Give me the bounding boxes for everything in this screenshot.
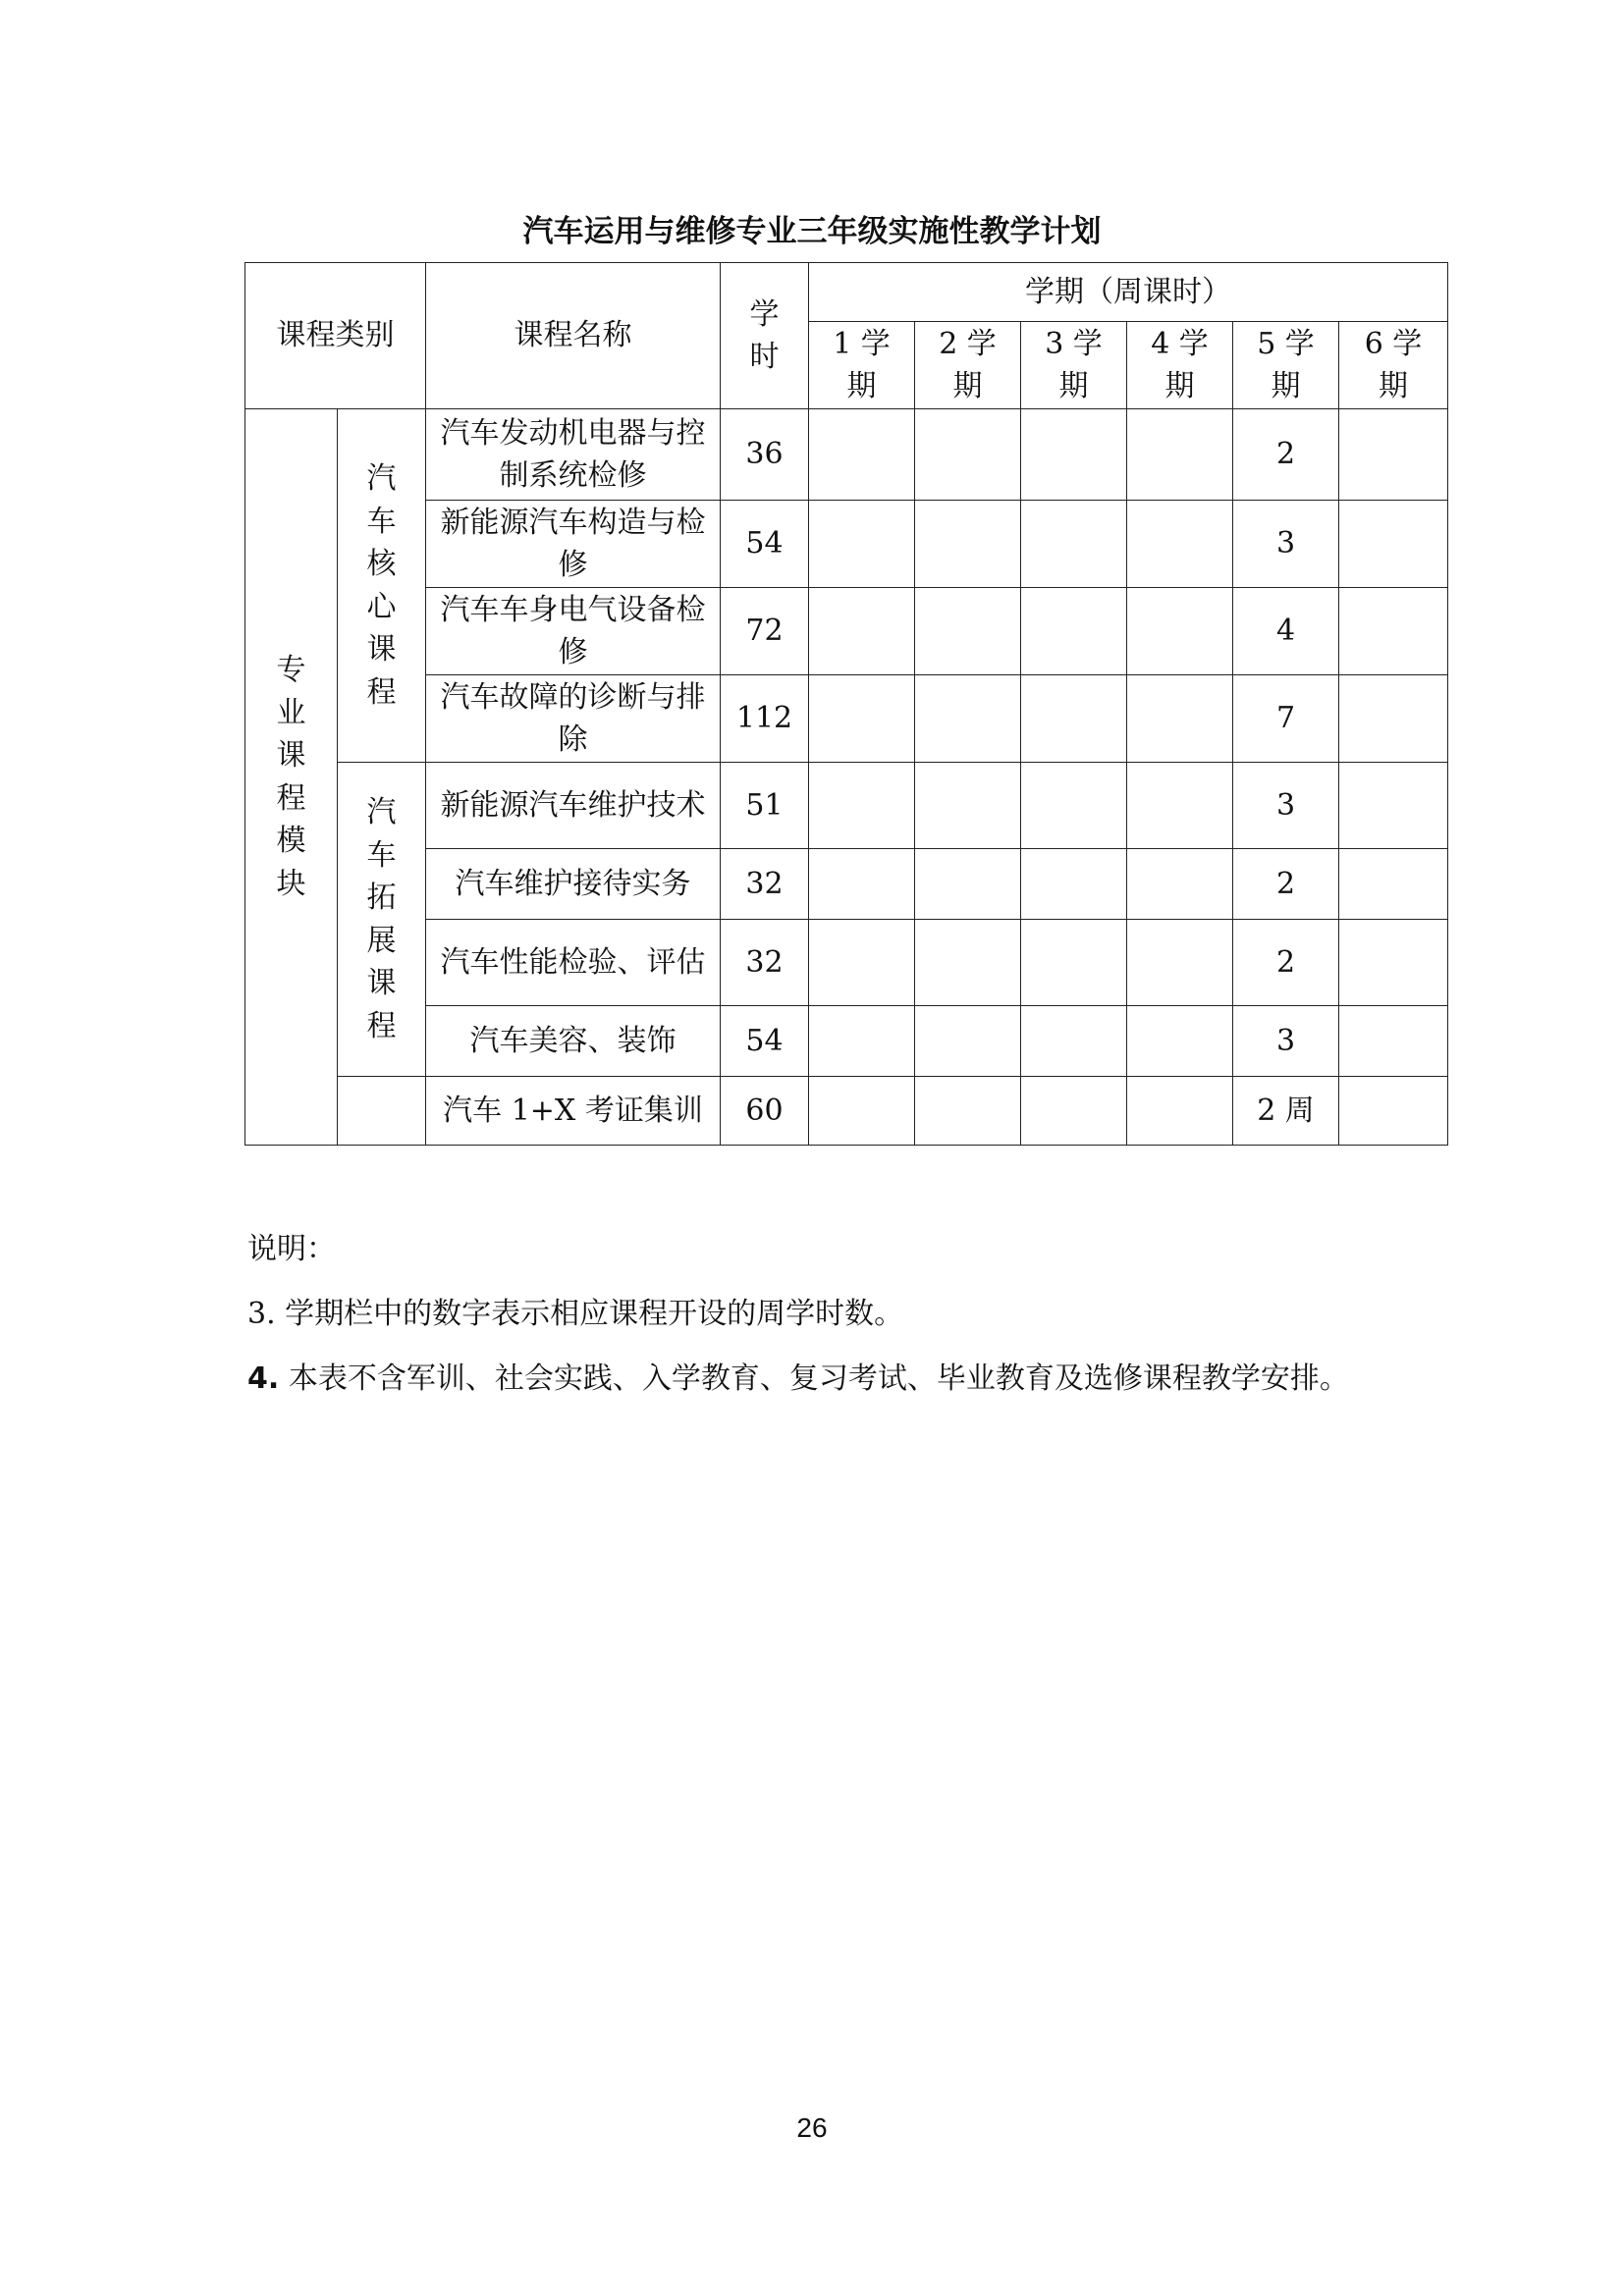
course-hours: 51 [721,763,809,849]
semester-1-value [809,849,915,920]
notes-section [247,1217,1426,1412]
semester-5-value: 4 [1233,588,1339,675]
semester-3-value [1021,675,1127,763]
semester-4-value [1127,920,1233,1006]
semester-2-value [915,501,1021,588]
semester-4-value [1127,849,1233,920]
header-semester-5: 5 学期 [1233,322,1339,409]
course-name: 汽车发动机电器与控制系统检修 [426,409,721,501]
semester-5-value: 3 [1233,1006,1339,1077]
note-3: 3. 学期栏中的数字表示相应课程开设的周学时数。 [247,1297,904,1331]
semester-4-value [1127,1077,1233,1146]
header-semester-4: 4 学期 [1127,322,1233,409]
course-name: 汽车维护接待实务 [426,849,721,920]
course-name: 汽车车身电气设备检修 [426,588,721,675]
semester-1-value [809,501,915,588]
semester-3-value [1021,588,1127,675]
course-hours: 72 [721,588,809,675]
course-hours: 36 [721,409,809,501]
semester-1-value [809,920,915,1006]
semester-1-value [809,675,915,763]
semester-5-value: 2 周 [1233,1077,1339,1146]
semester-4-value [1127,501,1233,588]
semester-2-value [915,1077,1021,1146]
semester-3-value [1021,920,1127,1006]
header-category: 课程类别 [245,263,426,409]
table-row [245,1077,1448,1146]
semester-3-value [1021,763,1127,849]
table-row [245,849,1448,920]
semester-6-value [1339,501,1448,588]
semester-5-value: 3 [1233,763,1339,849]
semester-4-value [1127,675,1233,763]
semester-2-value [915,920,1021,1006]
course-name: 汽车 1+X 考证集训 [426,1077,721,1146]
semester-5-value: 2 [1233,849,1339,920]
teaching-plan-table [244,262,1448,1146]
semester-2-value [915,675,1021,763]
table-row [245,675,1448,763]
table-row [245,409,1448,501]
semester-6-value [1339,1006,1448,1077]
notes-heading: 说明： [247,1232,336,1266]
semester-1-value [809,588,915,675]
page-number: 26 [796,2112,828,2143]
semester-1-value [809,409,915,501]
semester-3-value [1021,1006,1127,1077]
header-semester-2: 2 学期 [915,322,1021,409]
course-hours: 60 [721,1077,809,1146]
semester-4-value [1127,763,1233,849]
semester-5-value: 2 [1233,409,1339,501]
semester-6-value [1339,1077,1448,1146]
semester-3-value [1021,409,1127,501]
semester-2-value [915,1006,1021,1077]
course-name: 汽车故障的诊断与排除 [426,675,721,763]
header-course-name: 课程名称 [426,263,721,409]
category-empty [338,1077,426,1146]
course-hours: 54 [721,501,809,588]
table-row [245,920,1448,1006]
category-ext: 汽车拓展课程 [338,763,426,1077]
table-row [245,763,1448,849]
semester-2-value [915,409,1021,501]
table-row [245,1006,1448,1077]
semester-6-value [1339,675,1448,763]
header-semester-1: 1 学期 [809,322,915,409]
course-hours: 112 [721,675,809,763]
course-name: 汽车美容、装饰 [426,1006,721,1077]
note-4: 4. 本表不含军训、社会实践、入学教育、复习考试、毕业教育及选修课程教学安排。 [247,1362,1349,1396]
course-name: 汽车性能检验、评估 [426,920,721,1006]
semester-1-value [809,1006,915,1077]
semester-3-value [1021,1077,1127,1146]
semester-3-value [1021,501,1127,588]
header-row-1 [245,263,1448,322]
semester-2-value [915,849,1021,920]
course-hours: 32 [721,920,809,1006]
semester-5-value: 7 [1233,675,1339,763]
category-core: 汽车核心课程 [338,409,426,763]
course-hours: 54 [721,1006,809,1077]
semester-5-value: 2 [1233,920,1339,1006]
semester-4-value [1127,409,1233,501]
semester-6-value [1339,588,1448,675]
semester-5-value: 3 [1233,501,1339,588]
table-row [245,501,1448,588]
header-semester-6: 6 学期 [1339,322,1448,409]
semester-1-value [809,763,915,849]
semester-6-value [1339,409,1448,501]
category-main: 专业课程模块 [245,409,338,1146]
course-name: 新能源汽车构造与检修 [426,501,721,588]
semester-6-value [1339,849,1448,920]
semester-3-value [1021,849,1127,920]
table-row [245,588,1448,675]
semester-1-value [809,1077,915,1146]
header-semester-3: 3 学期 [1021,322,1127,409]
document-title: 汽车运用与维修专业三年级实施性教学计划 [522,214,1102,249]
course-hours: 32 [721,849,809,920]
semester-4-value [1127,1006,1233,1077]
semester-2-value [915,588,1021,675]
semester-4-value [1127,588,1233,675]
semester-6-value [1339,763,1448,849]
header-hours: 学时 [721,263,809,409]
course-name: 新能源汽车维护技术 [426,763,721,849]
semester-2-value [915,763,1021,849]
header-semester-group: 学期（周课时） [809,263,1448,322]
semester-6-value [1339,920,1448,1006]
